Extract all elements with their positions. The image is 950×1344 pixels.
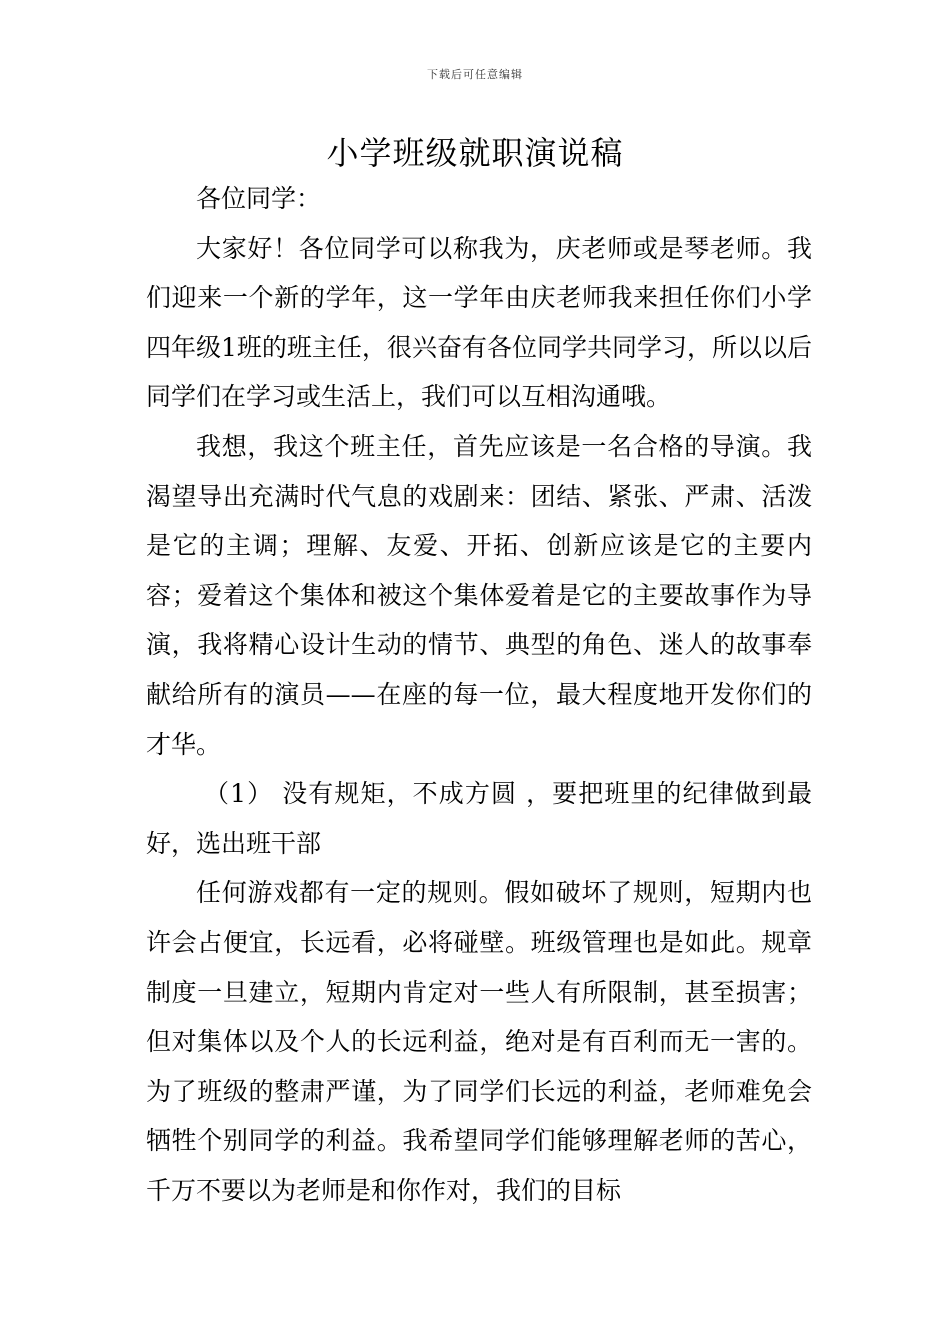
document-title: 小学班级就职演说稿 xyxy=(326,134,624,172)
greeting-paragraph: 大家好！各位同学可以称我为，庆老师或是琴老师。我们迎来一个新的学年，这一学年由庆老师我来担任你们小学四年级1班的班主任，很兴奋有各位同学共同学习，所以以后同学们在学习或生活上，我们可以互相沟通哦。 xyxy=(146,233,812,412)
salutation-paragraph: 各位同学： xyxy=(196,184,322,213)
header-note: 下载后可任意编辑 xyxy=(427,68,523,81)
document-body xyxy=(146,174,812,1215)
rules-paragraph: 任何游戏都有一定的规则。假如破坏了规则，短期内也许会占便宜，长远看，必将碰壁。班级管理也是如此。规章制度一旦建立，短期内肯定对一些人有所限制，甚至损害；但对集体以及个人的长远利益，绝对是有百利而无一害的。为了班级的整肃严谨，为了同学们长远的利益，老师难免会牺牲个别同学的利益。我希望同学们能够理解老师的苦心，千万不要以为老师是和你作对，我们的目标 xyxy=(146,878,812,1205)
point-one-heading: （1） 没有规矩，不成方圆 ，要把班里的纪律做到最好，选出班干部 xyxy=(146,779,812,858)
director-paragraph: 我想，我这个班主任，首先应该是一名合格的导演。我渴望导出充满时代气息的戏剧来：团结、紧张、严肃、活泼是它的主调；理解、友爱、开拓、创新应该是它的主要内容；爱着这个集体和被这个集体爱着是它的主要故事作为导演，我将精心设计生动的情节、典型的角色、迷人的故事奉献给所有的演员——在座的每一位，最大程度地开发你们的才华。 xyxy=(146,431,812,759)
